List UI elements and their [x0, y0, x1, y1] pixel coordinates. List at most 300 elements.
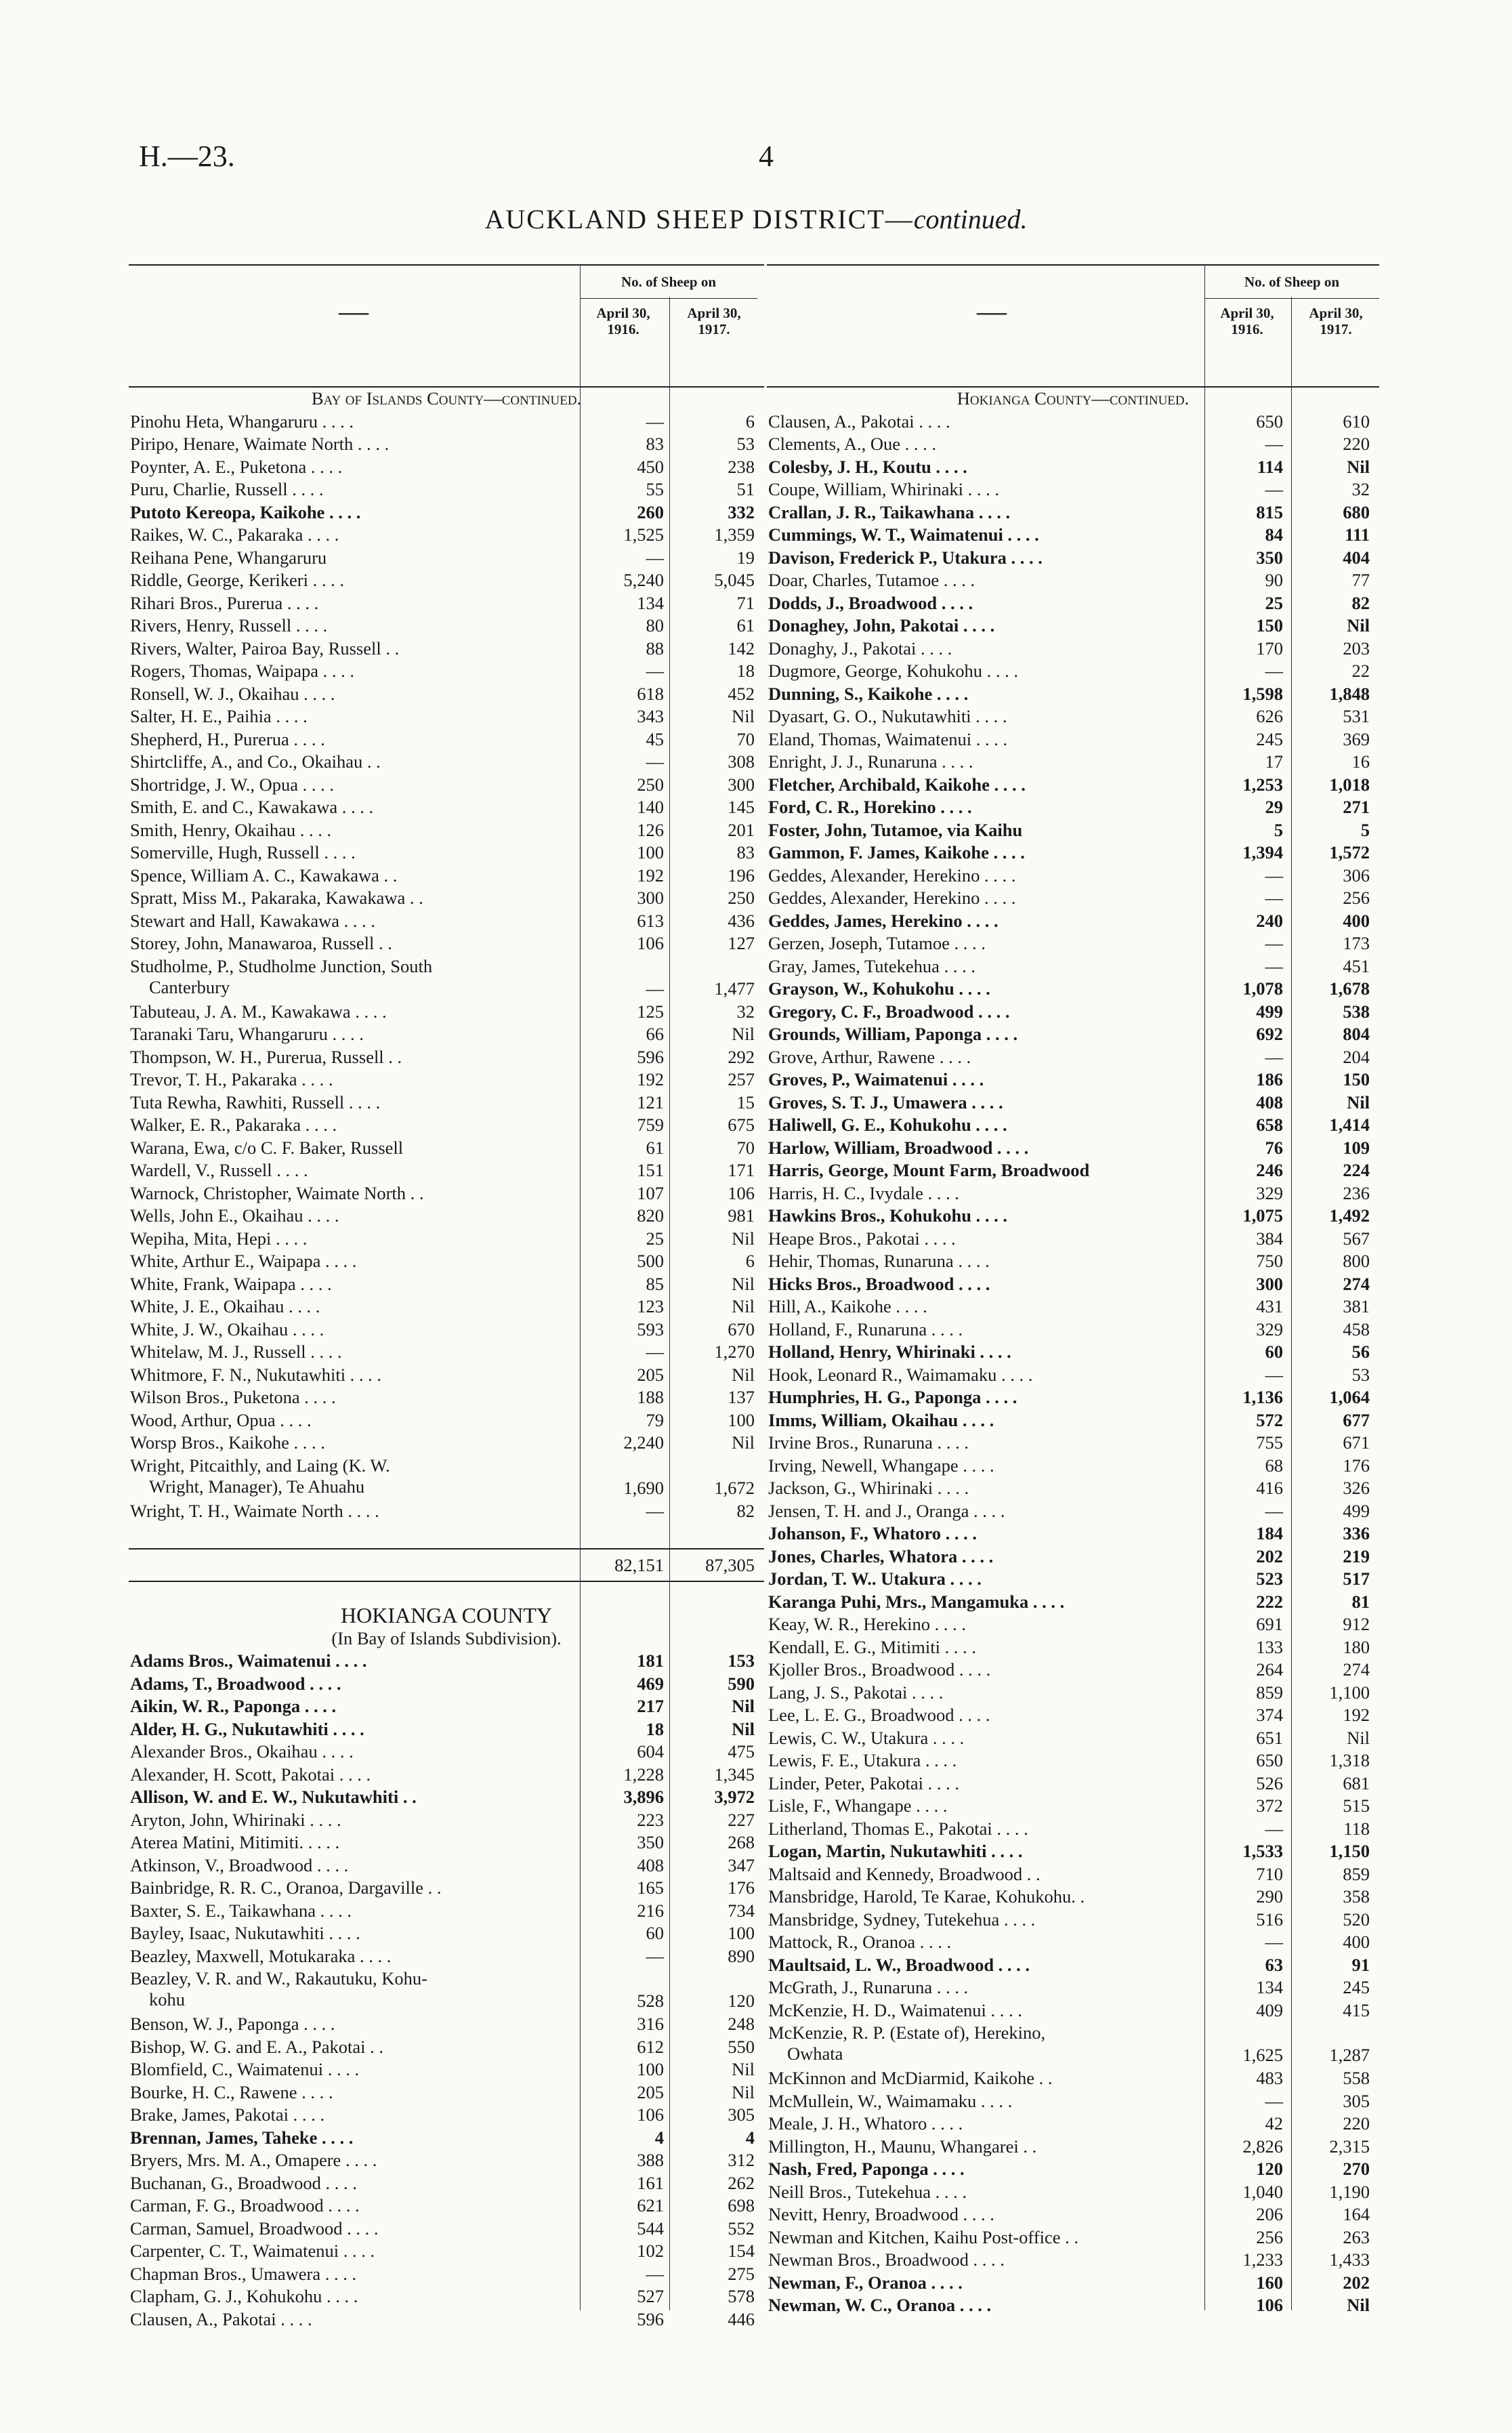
table-row	[767, 865, 1379, 888]
table-row	[767, 1455, 1379, 1478]
sheep-count-1917: 1,345	[714, 1764, 755, 1785]
sheep-count-1917: 610	[1343, 411, 1370, 432]
sheep-count-1917: 6	[745, 411, 755, 432]
sheep-count-1917: 142	[728, 638, 755, 659]
sheep-count-1917: 5	[1360, 819, 1370, 840]
sheep-count-1916: 416	[1256, 1478, 1283, 1498]
owner-name: Spence, William A. C., Kawakawa . .	[130, 865, 398, 886]
owner-name: Dugmore, George, Kohukohu . . . .	[768, 661, 1018, 681]
table-row	[767, 1432, 1379, 1455]
sheep-count-1916: 651	[1256, 1727, 1283, 1748]
sheep-count-1917: 270	[1343, 2159, 1370, 2179]
table-row	[767, 2272, 1379, 2295]
sheep-count-1917: 515	[1343, 1795, 1370, 1816]
sheep-count-1917: 256	[1343, 888, 1370, 908]
table-row	[767, 1023, 1379, 1046]
owner-name: Hill, A., Kaikohe . . . .	[768, 1296, 927, 1316]
sheep-count-1916: 102	[637, 2241, 664, 2261]
table-row	[767, 1886, 1379, 1909]
table-row	[767, 1318, 1379, 1342]
sheep-count-1917: 369	[1343, 728, 1370, 749]
sheep-count-1916: —	[646, 978, 664, 999]
table-row	[767, 1613, 1379, 1636]
owner-name: Clausen, A., Pakotai . . . .	[130, 2308, 312, 2329]
sheep-count-1916: —	[1265, 933, 1283, 953]
sheep-count-1916: 820	[637, 1205, 664, 1226]
sheep-count-1916: —	[646, 661, 664, 681]
table-row	[767, 705, 1379, 728]
owner-name: Blomfield, C., Waimatenui . . . .	[130, 2059, 360, 2079]
owner-name: Taranaki Taru, Whangaruru . . . .	[130, 1024, 364, 1044]
column-rule	[669, 297, 670, 2310]
sheep-count-1917: 670	[728, 1318, 755, 1339]
sheep-count-1917: 203	[1343, 638, 1370, 659]
owner-name: Worsp Bros., Kaikohe . . . .	[130, 1432, 325, 1453]
sheep-count-1916: 90	[1265, 570, 1283, 590]
table-row	[767, 978, 1379, 1001]
april-1916-header: April 30, 1916.	[596, 305, 650, 337]
owner-name: Carpenter, C. T., Waimatenui . . . .	[130, 2241, 375, 2261]
sheep-count-1917: 196	[728, 865, 755, 886]
sheep-count-1916: 245	[1256, 728, 1283, 749]
sheep-count-1917: 111	[1345, 524, 1370, 545]
table-row	[767, 1749, 1379, 1772]
owner-name: Wright, Pitcaithly, and Laing (K. W. Wright, Manager), Te Ahuahu	[130, 1455, 390, 1497]
sheep-count-1917: 1,492	[1329, 1205, 1370, 1226]
sheep-count-1917: 347	[728, 1854, 755, 1875]
sheep-count-1917: Nil	[1347, 1727, 1370, 1748]
page-reference: H.—23.	[139, 140, 235, 173]
owner-name: Colesby, J. H., Koutu . . . .	[768, 456, 967, 477]
table-row	[767, 955, 1379, 978]
owner-name: Smith, E. and C., Kawakawa . . . .	[130, 797, 374, 817]
owner-name: Jensen, T. H. and J., Oranga . . . .	[768, 1500, 1005, 1521]
sheep-count-1917: 1,100	[1329, 1682, 1370, 1703]
sheep-count-1917: 698	[728, 2195, 755, 2216]
owner-name: Karanga Puhi, Mrs., Mangamuka . . . .	[768, 1591, 1065, 1612]
owner-name: Gerzen, Joseph, Tutamoe . . . .	[768, 933, 986, 953]
sheep-count-1916: 384	[1256, 1228, 1283, 1249]
sheep-count-1916: 5	[1274, 819, 1283, 840]
sheep-count-1916: 593	[637, 1318, 664, 1339]
table-row	[767, 1863, 1379, 1886]
sheep-count-1916: 18	[646, 1718, 664, 1739]
owner-name: Grounds, William, Paponga . . . .	[768, 1024, 1018, 1044]
owner-name: Humphries, H. G., Paponga . . . .	[768, 1387, 1017, 1407]
owner-name: Aryton, John, Whirinaki . . . .	[130, 1809, 341, 1830]
sheep-count-1917: 263	[1343, 2226, 1370, 2247]
table-row	[767, 1795, 1379, 1818]
sheep-count-1917: 202	[1343, 2272, 1370, 2293]
table-row	[767, 2158, 1379, 2181]
table-row	[767, 841, 1379, 865]
sheep-count-1917: 32	[736, 1001, 755, 1022]
sheep-count-1917: Nil	[732, 1364, 755, 1385]
sheep-count-1917: 19	[736, 547, 755, 568]
owner-name: Foster, John, Tutamoe, via Kaihu	[768, 819, 1023, 840]
owner-name: Lee, L. E. G., Broadwood . . . .	[768, 1705, 990, 1725]
owner-name: Alexander, H. Scott, Pakotai . . . .	[130, 1764, 371, 1785]
sheep-count-1917: Nil	[1347, 2295, 1370, 2315]
sheep-count-1917: 248	[728, 2014, 755, 2034]
sheep-count-1916: 88	[646, 638, 664, 659]
owner-name: Riddle, George, Kerikeri . . . .	[130, 570, 344, 590]
sheep-count-1917: 32	[1351, 479, 1370, 499]
table-row	[767, 1182, 1379, 1205]
owner-name: Shirtcliffe, A., and Co., Okaihau . .	[130, 751, 381, 772]
owner-name: Mansbridge, Harold, Te Karae, Kohukohu. .	[768, 1886, 1085, 1907]
sheep-count-1917: 680	[1343, 501, 1370, 522]
sheep-count-1917: 912	[1343, 1614, 1370, 1634]
owner-name: Nash, Fred, Paponga . . . .	[768, 2159, 965, 2179]
sheep-count-1917: 1,433	[1329, 2249, 1370, 2270]
sheep-count-1917: 558	[1343, 2068, 1370, 2088]
owner-name: Baxter, S. E., Taikawhana . . . .	[130, 1900, 352, 1921]
sheep-count-1917: 109	[1343, 1137, 1370, 1158]
table-row	[767, 660, 1379, 683]
table-row	[767, 1250, 1379, 1273]
sheep-count-1917: 415	[1343, 1999, 1370, 2020]
sheep-count-1916: 206	[1256, 2204, 1283, 2224]
sheep-count-1916: 133	[1256, 1636, 1283, 1657]
sheep-count-1917: Nil	[732, 1432, 755, 1453]
owner-name: Warnock, Christopher, Waimate North . .	[130, 1182, 424, 1203]
sheep-count-1916: —	[1265, 865, 1283, 886]
sheep-count-1917: 804	[1343, 1024, 1370, 1044]
owner-name: Benson, W. J., Paponga . . . .	[130, 2014, 335, 2034]
owner-name: McGrath, J., Runaruna . . . .	[768, 1977, 969, 1997]
sheep-count-1917: 82	[1351, 592, 1370, 613]
table-row	[767, 615, 1379, 638]
owner-name: Gregory, C. F., Broadwood . . . .	[768, 1001, 1010, 1022]
sheep-count-1916: 205	[637, 2081, 664, 2102]
sheep-count-1916: 4	[654, 2127, 664, 2148]
table-row	[767, 2136, 1379, 2159]
owner-name: Hawkins Bros., Kohukohu . . . .	[768, 1205, 1007, 1226]
owner-name: Spratt, Miss M., Pakaraka, Kawakawa . .	[130, 888, 423, 908]
sheep-count-1917: 292	[728, 1046, 755, 1067]
sheep-count-1916: 1,233	[1242, 2249, 1283, 2270]
owner-name: Whitelaw, M. J., Russell . . . .	[130, 1342, 342, 1362]
sheep-count-1916: —	[1265, 2090, 1283, 2111]
sheep-count-1917: 180	[1343, 1636, 1370, 1657]
sheep-count-1916: 42	[1265, 2113, 1283, 2134]
owner-name: Davison, Frederick P., Utakura . . . .	[768, 547, 1043, 568]
sheep-count-1917: Nil	[732, 1718, 755, 1739]
table-row	[767, 2249, 1379, 2272]
table-row	[767, 2181, 1379, 2204]
sheep-count-1916: —	[646, 1500, 664, 1521]
table-row	[767, 1364, 1379, 1387]
column-rule	[580, 264, 581, 2310]
owner-name: Hook, Leonard R., Waimamaku . . . .	[768, 1364, 1033, 1385]
table-row	[767, 1386, 1379, 1409]
owner-name: Buchanan, G., Broadwood . . . .	[130, 2172, 357, 2193]
owner-name: Millington, H., Maunu, Whangarei . .	[768, 2136, 1037, 2157]
sheep-count-1917: Nil	[1347, 615, 1370, 636]
right-rows	[767, 388, 1379, 2317]
table-row	[767, 1727, 1379, 1750]
owner-name: Logan, Martin, Nukutawhiti . . . .	[768, 1841, 1023, 1861]
table-row	[767, 2067, 1379, 2090]
sheep-count-1916: 528	[637, 1991, 664, 2011]
sheep-count-1916: 150	[1256, 615, 1283, 636]
sheep-count-1916: 374	[1256, 1705, 1283, 1725]
sheep-count-1916: 60	[1265, 1342, 1283, 1362]
sheep-count-1916: 613	[637, 910, 664, 931]
table-row	[767, 1159, 1379, 1182]
sheep-count-1916: 246	[1256, 1160, 1283, 1180]
owner-name: Gammon, F. James, Kaikohe . . . .	[768, 842, 1025, 862]
sheep-count-1916: 604	[637, 1741, 664, 1762]
sheep-count-1916: 264	[1256, 1659, 1283, 1680]
owner-name: Enright, J. J., Runaruna . . . .	[768, 751, 973, 772]
sheep-count-1917: 53	[736, 434, 755, 454]
owner-name: Newman Bros., Broadwood . . . .	[768, 2249, 1005, 2270]
sheep-count-1916: 755	[1256, 1432, 1283, 1453]
sheep-count-1917: 262	[728, 2172, 755, 2193]
sheep-count-1916: 217	[637, 1696, 664, 1716]
sheep-count-1916: 120	[1256, 2159, 1283, 2179]
sheep-count-1916: 25	[1265, 592, 1283, 613]
sheep-count-1917: 520	[1343, 1909, 1370, 1930]
owner-name: Nevitt, Henry, Broadwood . . . .	[768, 2204, 994, 2224]
sheep-count-1916: 372	[1256, 1795, 1283, 1816]
sheep-count-1917: 268	[728, 1832, 755, 1852]
owner-name: Wells, John E., Okaihau . . . .	[130, 1205, 339, 1226]
sheep-count-1916: 134	[637, 592, 664, 613]
sheep-count-1917: 220	[1343, 2113, 1370, 2134]
owner-name: Mansbridge, Sydney, Tutekehua . . . .	[768, 1909, 1036, 1930]
sheep-count-1916: 84	[1265, 524, 1283, 545]
sheep-count-1916: 388	[637, 2150, 664, 2170]
sheep-count-1916: 350	[1256, 547, 1283, 568]
sheep-count-1917: 1,287	[1329, 2045, 1370, 2065]
table-row	[767, 1477, 1379, 1500]
sheep-count-1916: 618	[637, 683, 664, 704]
owner-name: Jackson, G., Whirinaki . . . .	[768, 1478, 969, 1498]
sheep-count-1916: 431	[1256, 1296, 1283, 1316]
table-row	[767, 2294, 1379, 2317]
owner-name: Imms, William, Okaihau . . . .	[768, 1409, 994, 1430]
sheep-count-1917: 22	[1351, 661, 1370, 681]
sheep-count-1917: 118	[1343, 1818, 1370, 1839]
sheep-count-1917: 18	[736, 661, 755, 681]
sheep-count-1917: 77	[1351, 570, 1370, 590]
table-row	[767, 1704, 1379, 1727]
table-row	[767, 932, 1379, 955]
sheep-count-1917: 236	[1343, 1182, 1370, 1203]
owner-name: McKinnon and McDiarmid, Kaikohe . .	[768, 2068, 1053, 2088]
sheep-count-1917: Nil	[732, 2081, 755, 2102]
sheep-count-1916: 1,533	[1242, 1841, 1283, 1861]
owner-name: Hicks Bros., Broadwood . . . .	[768, 1273, 990, 1294]
sheep-count-1916: —	[646, 411, 664, 432]
sheep-count-1916: 126	[637, 819, 664, 840]
section-heading	[767, 388, 1379, 411]
owner-name: Holland, F., Runaruna . . . .	[768, 1318, 963, 1339]
sheep-count-1917: 176	[728, 1877, 755, 1898]
owner-name: Somerville, Hugh, Russell . . . .	[130, 842, 356, 862]
right-column-header	[767, 264, 1379, 388]
owner-name: Linder, Peter, Pakotai . . . .	[768, 1772, 959, 1793]
sheep-count-1917: 100	[728, 1923, 755, 1943]
sheep-count-1916: 815	[1256, 501, 1283, 522]
sheep-count-1916: 859	[1256, 1682, 1283, 1703]
sheep-count-1916: 80	[646, 615, 664, 636]
sheep-count-1916: 750	[1256, 1251, 1283, 1271]
sheep-count-1917: 734	[728, 1900, 755, 1921]
sheep-count-1917: 381	[1343, 1296, 1370, 1316]
sheep-count-1916: 408	[637, 1854, 664, 1875]
owner-name: Maultsaid, L. W., Broadwood . . . .	[768, 1954, 1030, 1975]
table-row	[767, 1772, 1379, 1795]
owner-name: Bryers, Mrs. M. A., Omapere . . . .	[130, 2150, 377, 2170]
owner-name: White, Frank, Waipapa . . . .	[130, 1273, 332, 1294]
section-label: HOKIANGA COUNTY	[341, 1605, 552, 1626]
sheep-count-1917: 224	[1343, 1160, 1370, 1180]
section-label: Hokianga County—continued.	[957, 388, 1190, 409]
sheep-count-1916: 350	[637, 1832, 664, 1852]
sheep-count-1916: 61	[646, 1137, 664, 1158]
sheep-count-1916: —	[1265, 479, 1283, 499]
table-row	[767, 1591, 1379, 1614]
table-row	[767, 1818, 1379, 1841]
table-row	[767, 1909, 1379, 1932]
sheep-count-1917: 70	[736, 1137, 755, 1158]
sheep-count-1917: Nil	[732, 1228, 755, 1249]
table-row	[767, 569, 1379, 592]
owner-name: Beazley, Maxwell, Motukaraka . . . .	[130, 1945, 392, 1966]
sheep-count-1917: 274	[1343, 1659, 1370, 1680]
owner-name: Rogers, Thomas, Waipapa . . . .	[130, 661, 355, 681]
table-row	[767, 1636, 1379, 1659]
column-rule	[1291, 297, 1292, 2310]
owner-name: Shepherd, H., Purerua . . . .	[130, 728, 325, 749]
owner-name: Brennan, James, Taheke . . . .	[130, 2127, 354, 2148]
sheep-count-1917: 245	[1343, 1977, 1370, 1997]
owner-name: Groves, P., Waimatenui . . . .	[768, 1069, 984, 1089]
sheep-count-1916: 329	[1256, 1318, 1283, 1339]
sheep-count-1916: 1,598	[1242, 683, 1283, 704]
owner-name: Aikin, W. R., Paponga . . . .	[130, 1696, 337, 1716]
sheep-count-1916: 2,826	[1242, 2136, 1283, 2157]
sheep-count-1916: 165	[637, 1877, 664, 1898]
table-row	[767, 1931, 1379, 1954]
sheep-count-1916: 1,690	[623, 1477, 664, 1498]
sheep-count-1917: 538	[1343, 1001, 1370, 1022]
table-row	[767, 1545, 1379, 1568]
sheep-count-1917: 192	[1343, 1705, 1370, 1725]
table-row	[767, 728, 1379, 751]
sheep-count-1917: 171	[728, 1160, 755, 1180]
sheep-count-1917: 176	[1343, 1455, 1370, 1476]
owner-name: Litherland, Thomas E., Pakotai . . . .	[768, 1818, 1028, 1839]
sheep-count-1916: 300	[637, 888, 664, 908]
sheep-count-1917: 305	[728, 2104, 755, 2125]
owner-name: McMullein, W., Waimamaku . . . .	[768, 2090, 1013, 2111]
owner-name: Coupe, William, Whirinaki . . . .	[768, 479, 999, 499]
sheep-count-1916: 692	[1256, 1024, 1283, 1044]
sheep-count-1917: 257	[728, 1069, 755, 1089]
sheep-count-1917: 306	[1343, 865, 1370, 886]
owner-name: Mattock, R., Oranoa . . . .	[768, 1932, 952, 1952]
sheep-count-1916: 188	[637, 1387, 664, 1407]
sheep-count-1917: 201	[728, 819, 755, 840]
sheep-count-1916: 658	[1256, 1115, 1283, 1135]
owner-name: Kendall, E. G., Mitimiti . . . .	[768, 1636, 976, 1657]
sheep-count-1916: 66	[646, 1024, 664, 1044]
sheep-count-1917: 164	[1343, 2204, 1370, 2224]
owner-name: Shortridge, J. W., Opua . . . .	[130, 774, 335, 795]
table-row	[767, 819, 1379, 842]
sheep-count-1916: 1,136	[1242, 1387, 1283, 1407]
sheep-count-1916: 626	[1256, 706, 1283, 726]
owner-name: Rivers, Henry, Russell . . . .	[130, 615, 328, 636]
sheep-count-1917: 1,678	[1329, 978, 1370, 999]
sheep-count-1917: Nil	[1347, 1091, 1370, 1112]
owner-name: Aterea Matini, Mitimiti. . . . .	[130, 1832, 340, 1852]
owner-name: Grove, Arthur, Rawene . . . .	[768, 1046, 971, 1067]
sheep-count-1916: 134	[1256, 1977, 1283, 1997]
table-row	[767, 1228, 1379, 1251]
sheep-count-1917: 681	[1343, 1772, 1370, 1793]
owner-name: Groves, S. T. J., Umawera . . . .	[768, 1091, 1003, 1112]
sheep-count-1916: —	[1265, 434, 1283, 454]
sheep-count-1916: 160	[1256, 2272, 1283, 2293]
table-row	[767, 2090, 1379, 2113]
sheep-count-1916: 123	[637, 1296, 664, 1316]
sheep-count-1917: 5,045	[714, 570, 755, 590]
table-row	[767, 2113, 1379, 2136]
owner-name: Bourke, H. C., Rawene . . . .	[130, 2081, 333, 2102]
sheep-count-1916: 527	[637, 2286, 664, 2306]
owner-name: Walker, E. R., Pakaraka . . . .	[130, 1115, 337, 1135]
sheep-count-1916: 526	[1256, 1772, 1283, 1793]
owner-name: Geddes, James, Herekino . . . .	[768, 910, 999, 931]
sheep-count-1916: —	[1265, 1046, 1283, 1067]
sheep-count-1917: 106	[728, 1182, 755, 1203]
owner-name: Rihari Bros., Purerua . . . .	[130, 592, 319, 613]
sheep-count-1916: 192	[637, 865, 664, 886]
sheep-count-1917: 446	[728, 2308, 755, 2329]
sheep-count-1917: 451	[1343, 955, 1370, 976]
april-1917-header: April 30, 1917.	[687, 305, 741, 337]
owner-name: Clapham, G. J., Kohukohu . . . .	[130, 2286, 358, 2306]
name-column-dash: —	[977, 295, 1007, 328]
sheep-count-1916: 343	[637, 706, 664, 726]
table-row	[767, 1409, 1379, 1432]
owner-name: Holland, Henry, Whirinaki . . . .	[768, 1342, 1011, 1362]
owner-name: Brake, James, Pakotai . . . .	[130, 2104, 325, 2125]
owner-name: Doar, Charles, Tutamoe . . . .	[768, 570, 975, 590]
sheep-count-1916: 121	[637, 1091, 664, 1112]
sheep-count-1916: 161	[637, 2172, 664, 2193]
sheep-count-1917: 981	[728, 1205, 755, 1226]
owner-name: Rivers, Walter, Pairoa Bay, Russell . .	[130, 638, 400, 659]
table-row	[767, 547, 1379, 570]
owner-name: Lewis, F. E., Utakura . . . .	[768, 1750, 957, 1770]
owner-name: Lewis, C. W., Utakura . . . .	[768, 1727, 965, 1748]
sheep-count-1916: —	[1265, 955, 1283, 976]
owner-name: Alder, H. G., Nukutawhiti . . . .	[130, 1718, 364, 1739]
table-row	[767, 1091, 1379, 1115]
sheep-count-1916: 151	[637, 1160, 664, 1180]
page-number: 4	[759, 140, 774, 173]
owner-name: Lang, J. S., Pakotai . . . .	[768, 1682, 944, 1703]
owner-name: Irvine Bros., Runaruna . . . .	[768, 1432, 969, 1453]
sheep-count-1917: 305	[1343, 2090, 1370, 2111]
